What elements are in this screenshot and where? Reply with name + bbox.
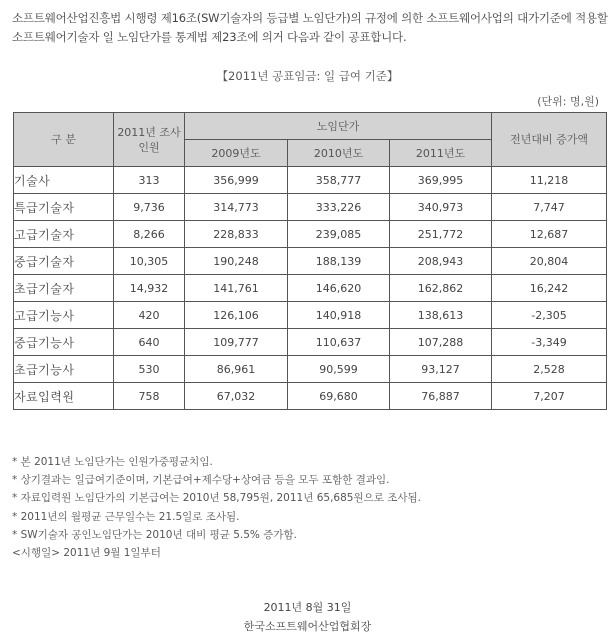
row-survey: 14,932 <box>114 275 185 302</box>
row-2010: 333,226 <box>288 194 390 221</box>
row-2011: 369,995 <box>390 167 492 194</box>
row-2011: 138,613 <box>390 302 492 329</box>
row-2011: 340,973 <box>390 194 492 221</box>
effective-date: <시행일> 2011년 9월 1일부터 <box>12 547 161 560</box>
table-row <box>14 275 607 302</box>
row-survey: 10,305 <box>114 248 185 275</box>
row-survey: 8,266 <box>114 221 185 248</box>
row-change: 16,242 <box>492 275 607 302</box>
note-item: * 본 2011년 노임단가는 인원가중평균치임. <box>12 456 213 468</box>
row-change: 11,218 <box>492 167 607 194</box>
table-row <box>14 167 607 194</box>
row-survey: 9,736 <box>114 194 185 221</box>
row-change: -2,305 <box>492 302 607 329</box>
announcement-date: 2011년 8월 31일 <box>263 601 352 614</box>
row-change: 2,528 <box>492 356 607 383</box>
row-2009: 314,773 <box>185 194 288 221</box>
wage-basis-caption: 【2011년 공표임금: 일 급여 기준】 <box>216 69 399 83</box>
row-change: 12,687 <box>492 221 607 248</box>
row-2010: 358,777 <box>288 167 390 194</box>
note-item: * SW기술자 공인노임단가는 2010년 대비 평균 5.5% 증가함. <box>12 528 297 541</box>
row-category: 고급기술자 <box>14 221 114 248</box>
row-category: 초급기능사 <box>14 356 114 383</box>
row-change: -3,349 <box>492 329 607 356</box>
row-2009: 228,833 <box>185 221 288 248</box>
header-year-2009: 2009년도 <box>185 140 288 167</box>
row-survey: 530 <box>114 356 185 383</box>
intro-paragraph: 소프트웨어산업진흥법 시행령 제16조(SW기술자의 등급별 노임단가)의 규정에 의한 소프트웨어사업의 대가기준에 적용할 소프트웨어기술자 일 노임단가를 통계법 제23조에 의거 다음과 같이 공표합니다. <box>12 11 608 44</box>
row-2009: 86,961 <box>185 356 288 383</box>
row-2009: 356,999 <box>185 167 288 194</box>
row-2011: 93,127 <box>390 356 492 383</box>
row-2010: 110,637 <box>288 329 390 356</box>
table-row <box>14 248 607 275</box>
note-item: * 2011년의 월평균 근무일수는 21.5일로 조사됨. <box>12 510 240 523</box>
table-row <box>14 194 607 221</box>
header-survey-count: 2011년 조사인원 <box>114 113 185 167</box>
row-category: 중급기술자 <box>14 248 114 275</box>
header-yoy-change: 전년대비 증가액 <box>492 113 607 167</box>
header-wage-group: 노임단가 <box>185 113 492 140</box>
row-2010: 90,599 <box>288 356 390 383</box>
row-2010: 239,085 <box>288 221 390 248</box>
row-category: 초급기술자 <box>14 275 114 302</box>
table-row <box>14 329 607 356</box>
table-row <box>14 383 607 410</box>
row-survey: 640 <box>114 329 185 356</box>
row-category: 기술사 <box>14 167 114 194</box>
row-2010: 146,620 <box>288 275 390 302</box>
row-2009: 190,248 <box>185 248 288 275</box>
row-2009: 126,106 <box>185 302 288 329</box>
wage-table <box>13 112 607 410</box>
issuing-organization: 한국소프트웨어산업협회장 <box>243 620 372 633</box>
header-category: 구 분 <box>14 113 114 167</box>
row-category: 자료입력원 <box>14 383 114 410</box>
row-survey: 758 <box>114 383 185 410</box>
row-2009: 109,777 <box>185 329 288 356</box>
note-item: * 자료입력원 노임단가의 기본급여는 2010년 58,795원, 2011년 65,685원으로 조사됨. <box>12 492 421 505</box>
note-item: * 상기결과는 일급여기준이며, 기본급여+제수당+상여금 등을 모두 포함한 결과임. <box>12 474 390 487</box>
row-survey: 313 <box>114 167 185 194</box>
notes-section <box>12 453 608 562</box>
row-2010: 188,139 <box>288 248 390 275</box>
header-year-2011: 2011년도 <box>390 140 492 167</box>
unit-label: (단위: 명,원) <box>537 95 599 108</box>
row-2010: 69,680 <box>288 383 390 410</box>
table-row <box>14 356 607 383</box>
table-row <box>14 221 607 248</box>
row-survey: 420 <box>114 302 185 329</box>
row-2011: 208,943 <box>390 248 492 275</box>
row-2011: 251,772 <box>390 221 492 248</box>
table-row <box>14 302 607 329</box>
header-year-2010: 2010년도 <box>288 140 390 167</box>
row-2011: 107,288 <box>390 329 492 356</box>
row-change: 7,747 <box>492 194 607 221</box>
row-category: 특급기술자 <box>14 194 114 221</box>
row-change: 20,804 <box>492 248 607 275</box>
row-category: 고급기능사 <box>14 302 114 329</box>
row-change: 7,207 <box>492 383 607 410</box>
row-2009: 67,032 <box>185 383 288 410</box>
row-2011: 162,862 <box>390 275 492 302</box>
row-category: 중급기능사 <box>14 329 114 356</box>
row-2009: 141,761 <box>185 275 288 302</box>
row-2011: 76,887 <box>390 383 492 410</box>
row-2010: 140,918 <box>288 302 390 329</box>
